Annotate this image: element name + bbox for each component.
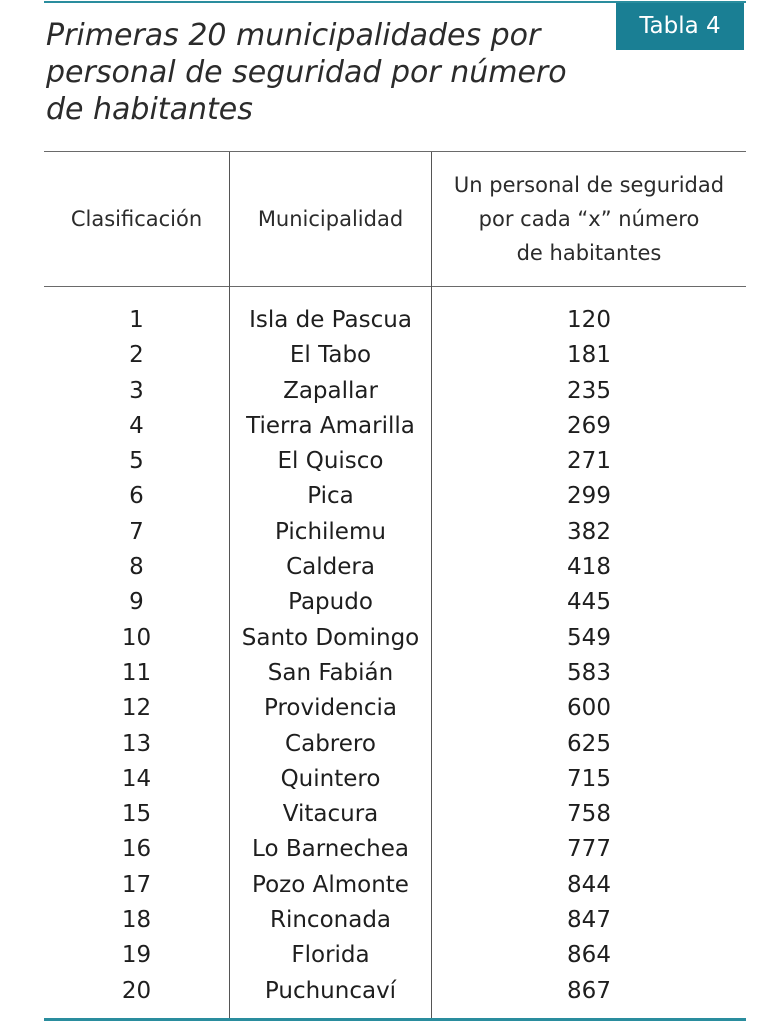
table-row	[44, 656, 746, 691]
value-cell: 583	[567, 659, 611, 686]
table-row	[44, 762, 746, 797]
value-cell: 847	[567, 907, 611, 934]
table-row	[44, 444, 746, 479]
table-title: Primeras 20 municipalidades por personal de seguridad por número de habitantes	[46, 18, 567, 127]
rank-cell: 14	[121, 765, 152, 792]
value-cell: 235	[567, 377, 611, 404]
municipality-cell: Papudo	[288, 589, 373, 616]
rank-cell: 12	[121, 695, 152, 722]
table-row	[44, 479, 746, 514]
value-cell: 120	[567, 307, 611, 333]
value-cell: 299	[567, 483, 611, 510]
table-row	[44, 409, 746, 444]
municipality-cell: Cabrero	[285, 730, 376, 757]
municipality-cell: Zapallar	[283, 377, 378, 404]
rank-cell: 9	[129, 589, 144, 616]
municipality-cell: Pichilemu	[275, 518, 386, 545]
municipality-cell: Pica	[307, 483, 354, 510]
value-cell: 844	[567, 871, 611, 898]
value-cell: 445	[567, 589, 611, 616]
table-row	[44, 303, 746, 338]
table-row	[44, 691, 746, 726]
rank-cell: 6	[129, 483, 144, 510]
municipality-cell: Caldera	[286, 554, 375, 581]
municipality-cell: Vitacura	[282, 801, 379, 828]
municipality-cell: Rinconada	[269, 907, 392, 934]
header-rank-label: Clasificación	[70, 207, 203, 231]
header-value-line-1: Un personal de seguridad	[453, 173, 725, 197]
table-row	[44, 585, 746, 620]
municipality-cell: San Fabián	[267, 659, 394, 686]
header-municipality	[230, 152, 431, 286]
header-value	[432, 152, 746, 286]
municipality-cell: Florida	[291, 942, 370, 969]
table-row	[44, 797, 746, 832]
table-row	[44, 938, 746, 973]
value-cell: 549	[567, 624, 611, 651]
municipality-cell: El Tabo	[289, 342, 372, 369]
value-cell: 715	[567, 765, 611, 792]
rank-cell: 1	[129, 307, 144, 333]
table-number-badge: Tabla 4	[616, 3, 744, 50]
rank-cell: 3	[129, 377, 144, 404]
rank-cell: 18	[121, 907, 152, 934]
table-row	[44, 550, 746, 585]
header-value-line-2: por cada “x” número	[478, 207, 700, 231]
municipality-cell: Santo Domingo	[241, 624, 420, 651]
table-bottom-rule	[44, 1018, 746, 1021]
rank-cell: 2	[129, 342, 144, 369]
header-municipality-label: Municipalidad	[257, 207, 404, 231]
rank-cell: 5	[129, 448, 144, 475]
table-row	[44, 621, 746, 656]
value-cell: 600	[567, 695, 611, 722]
rank-cell: 17	[121, 871, 152, 898]
value-cell: 777	[567, 836, 611, 863]
rank-cell: 8	[129, 554, 144, 581]
table-row	[44, 903, 746, 938]
header-bottom-rule	[44, 286, 746, 287]
rank-cell: 4	[129, 412, 144, 439]
municipality-cell: Puchuncaví	[264, 977, 397, 1004]
table-row	[44, 868, 746, 903]
table-row	[44, 374, 746, 409]
municipality-cell: Quintero	[280, 765, 381, 792]
municipality-cell: Lo Barnechea	[252, 836, 409, 863]
value-cell: 625	[567, 730, 611, 757]
table-row	[44, 832, 746, 867]
header-rank	[44, 152, 229, 286]
table-row	[44, 974, 746, 1009]
value-cell: 271	[567, 448, 611, 475]
value-cell: 758	[567, 801, 611, 828]
table-row	[44, 338, 746, 373]
municipality-cell: Providencia	[264, 695, 397, 722]
rank-cell: 11	[121, 659, 152, 686]
rank-cell: 19	[121, 942, 152, 969]
value-cell: 269	[567, 412, 611, 439]
rank-cell: 16	[121, 836, 152, 863]
value-cell: 181	[567, 342, 611, 369]
municipality-cell: El Quisco	[277, 448, 384, 475]
value-cell: 867	[567, 977, 611, 1004]
rank-cell: 20	[121, 977, 152, 1004]
value-cell: 382	[567, 518, 611, 545]
value-cell: 864	[567, 942, 611, 969]
rank-cell: 15	[121, 801, 152, 828]
table-row	[44, 727, 746, 762]
rank-cell: 13	[121, 730, 152, 757]
rank-cell: 10	[121, 624, 152, 651]
municipality-cell: Isla de Pascua	[249, 307, 412, 333]
table-row	[44, 515, 746, 550]
value-cell: 418	[567, 554, 611, 581]
municipality-cell: Tierra Amarilla	[246, 412, 415, 439]
municipality-cell: Pozo Almonte	[252, 871, 409, 898]
header-value-line-3: de habitantes	[516, 241, 662, 265]
table-body	[44, 303, 746, 1009]
rank-cell: 7	[129, 518, 144, 545]
